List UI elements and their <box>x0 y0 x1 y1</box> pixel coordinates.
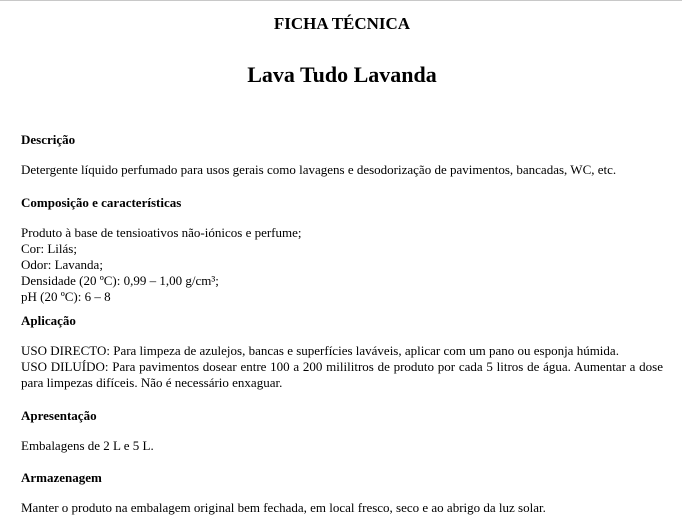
uso-directo-text: USO DIRECTO: Para limpeza de azulejos, bancas e superfícies laváveis, aplicar com um pano ou esponja húmida. <box>21 343 619 358</box>
descricao-text: Detergente líquido perfumado para usos gerais como lavagens e desodorização de pavimentos, bancadas, WC, etc. <box>21 162 617 177</box>
armazenagem-text: Manter o produto na embalagem original bem fechada, em local fresco, seco e ao abrigo da luz solar. <box>21 500 546 515</box>
section-heading-descricao: Descrição <box>21 132 76 147</box>
section-heading-armazenagem: Armazenagem <box>21 470 102 485</box>
section-heading-apresentacao: Apresentação <box>21 408 97 423</box>
composicao-line: Odor: Lavanda; <box>21 257 103 272</box>
uso-diluido-text: USO DILUÍDO: Para pavimentos dosear entre 100 a 200 mililitros de produto por cada 5 litros de água. Aumentar a dose para limpezas difíceis. Não é necessário enxaguar. <box>21 359 663 390</box>
product-title: Lava Tudo Lavanda <box>247 62 437 87</box>
apresentacao-text: Embalagens de 2 L e 5 L. <box>21 438 154 453</box>
aplicacao-body <box>21 343 663 391</box>
document-type-label: FICHA TÉCNICA <box>273 14 411 33</box>
composicao-line: Produto à base de tensioativos não-iónicos e perfume; <box>21 225 302 240</box>
composicao-line: pH (20 ºC): 6 – 8 <box>21 289 111 304</box>
composicao-list <box>21 225 663 305</box>
composicao-line: Densidade (20 ºC): 0,99 – 1,00 g/cm³; <box>21 273 219 288</box>
section-heading-composicao: Composição e características <box>21 195 182 210</box>
composicao-line: Cor: Lilás; <box>21 241 77 256</box>
section-heading-aplicacao: Aplicação <box>21 313 76 328</box>
